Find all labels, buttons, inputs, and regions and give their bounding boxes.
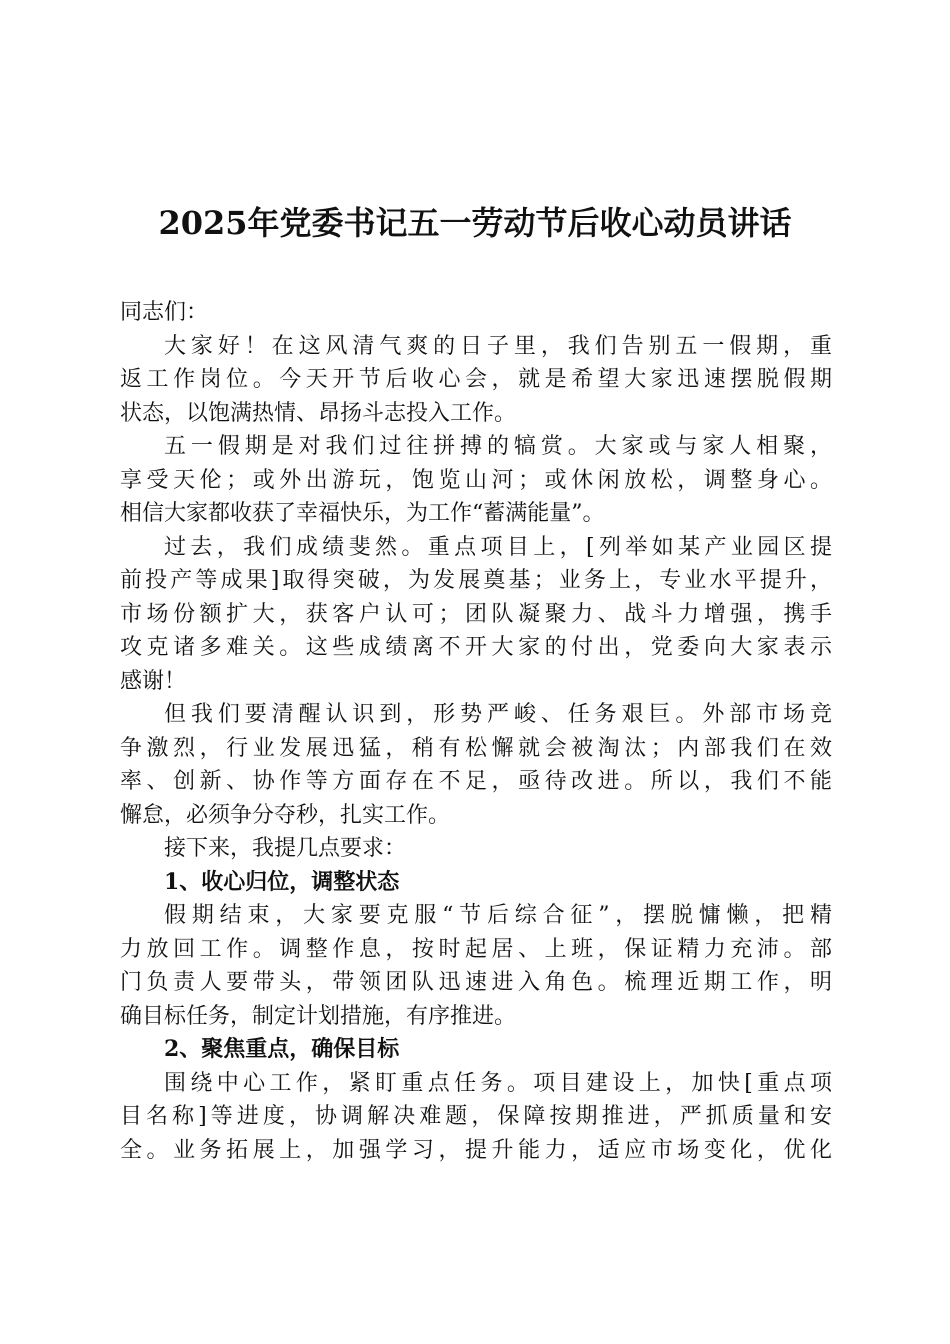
text-line: 市场份额扩大，获客户认可；团队凝聚力、战斗力增强，携手: [120, 601, 832, 627]
text-line: 状态，以饱满热情、昂扬斗志投入工作。: [120, 400, 517, 426]
text-line: 过去，我们成绩斐然。重点项目上，[列举如某产业园区提: [164, 534, 832, 560]
text-line: 接下来，我提几点要求：: [164, 836, 407, 861]
text-line: 攻克诸多难关。这些成绩离不开大家的付出，党委向大家表示: [120, 635, 832, 660]
text-line: 感谢！: [120, 668, 187, 694]
text-line: 相信大家都收获了幸福快乐，为工作“蓄满能量”。: [120, 501, 605, 526]
salutation: [120, 296, 832, 330]
text-line: 确目标任务，制定计划措施，有序推进。: [120, 1003, 517, 1029]
text-line: 大家好！在这风清气爽的日子里，我们告别五一假期，重: [164, 333, 832, 359]
text-line: 懈怠，必须争分夺秒，扎实工作。: [120, 802, 451, 828]
heading-line: 1、收心归位，调整状态: [164, 868, 400, 895]
text-line: 假期结束，大家要克服“节后综合征”，摆脱慵懒，把精: [164, 903, 832, 928]
section-heading-1: [120, 866, 832, 900]
paragraph-challenges: [120, 698, 832, 832]
text-line: 前投产等成果]取得突破，为发展奠基；业务上，专业水平提升，: [120, 568, 832, 593]
text-line: 门负责人要带头，带领团队迅速进入角色。梳理近期工作，明: [120, 970, 832, 995]
text-line: 但我们要清醒认识到，形势严峻、任务艰巨。外部市场竞: [164, 702, 832, 727]
text-line: 率、创新、协作等方面存在不足，亟待改进。所以，我们不能: [120, 769, 832, 794]
section-heading-2: [120, 1033, 832, 1067]
text-line: 返工作岗位。今天开节后收心会，就是希望大家迅速摆脱假期: [120, 367, 832, 392]
text-line: 全。业务拓展上，加强学习，提升能力，适应市场变化，优化: [120, 1137, 832, 1163]
salutation-line: 同志们：: [120, 300, 209, 325]
paragraph-greeting: [120, 330, 832, 431]
text-line: 围绕中心工作，紧盯重点任务。项目建设上，加快[重点项: [164, 1070, 832, 1096]
text-line: 力放回工作。调整作息，按时起居、上班，保证精力充沛。部: [120, 936, 832, 962]
text-line: 享受天伦；或外出游玩，饱览山河；或休闲放松，调整身心。: [120, 467, 832, 493]
text-line: 争激烈，行业发展迅猛，稍有松懈就会被淘汰；内部我们在效: [120, 735, 832, 761]
paragraph-achievements: [120, 531, 832, 699]
document-title: 2025年党委书记五一劳动节后收心动员讲话: [158, 204, 792, 242]
paragraph-requirements-intro: [120, 832, 832, 866]
paragraph-holiday: [120, 430, 832, 531]
text-line: 五一假期是对我们过往拼搏的犒赏。大家或与家人相聚，: [164, 434, 832, 459]
paragraph-section-1: [120, 899, 832, 1033]
text-line: 目名称]等进度，协调解决难题，保障按期推进，严抓质量和安: [120, 1104, 832, 1129]
paragraph-section-2: [120, 1067, 832, 1168]
document-body: [120, 296, 832, 1167]
heading-line: 2、聚焦重点，确保目标: [164, 1036, 400, 1062]
